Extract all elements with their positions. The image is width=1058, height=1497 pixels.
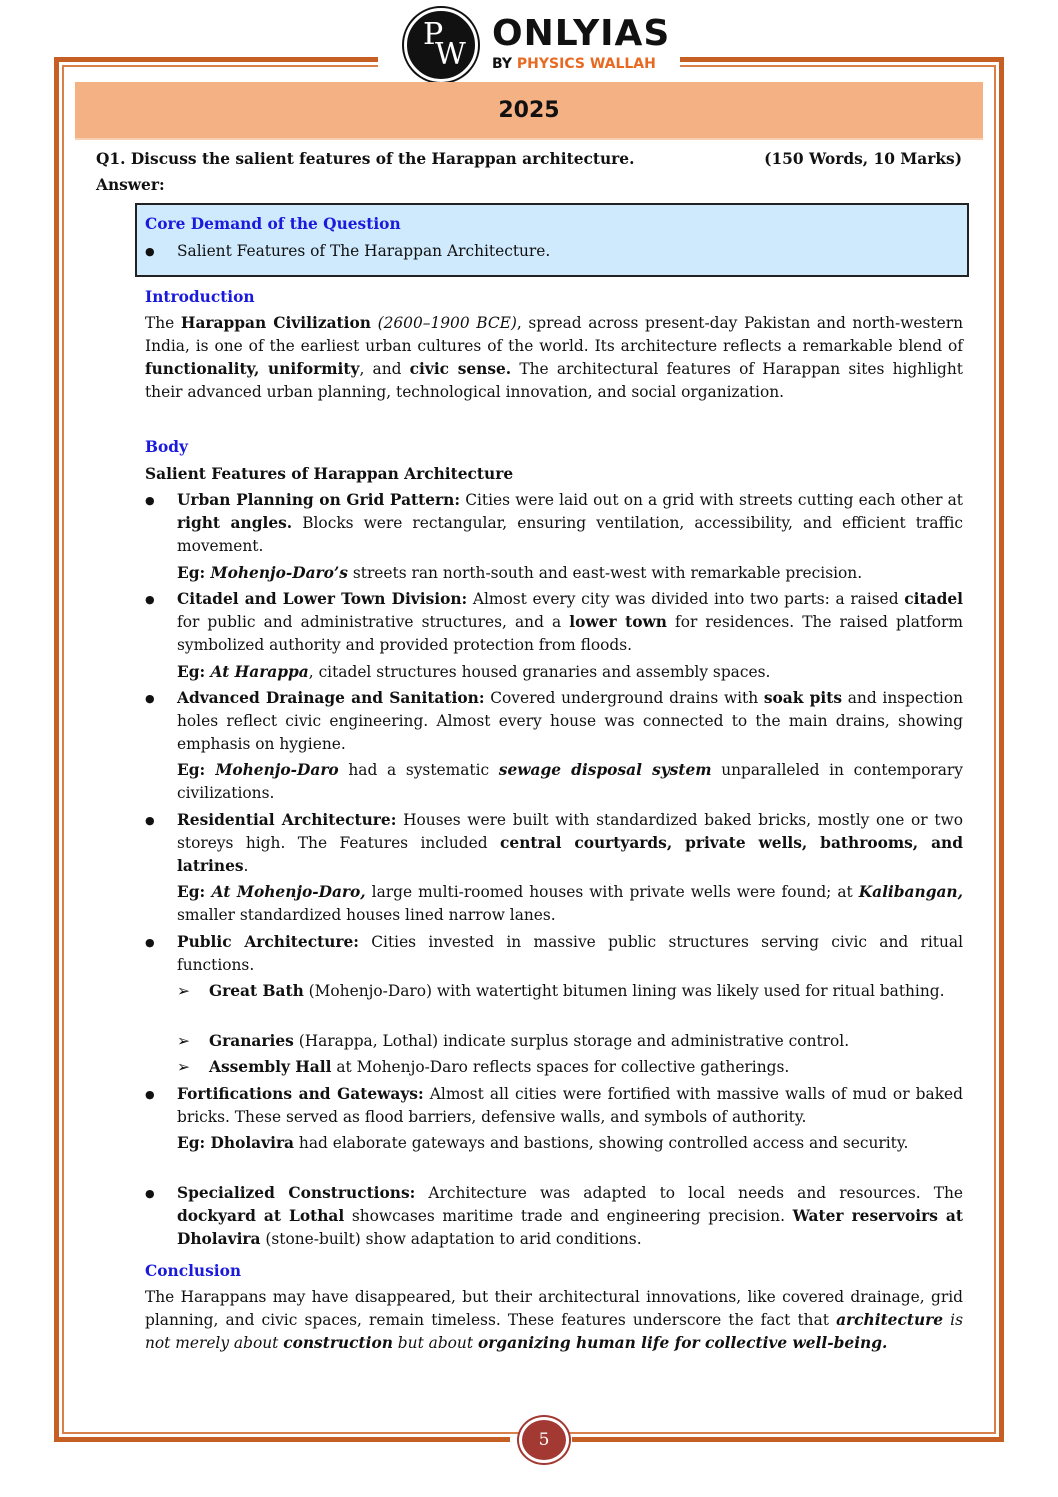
text-run: At Harappa — [210, 663, 309, 681]
question — [96, 148, 962, 171]
text-run: streets ran north-south and east-west with remarkable precision. — [347, 564, 863, 582]
logo-letter-p: P — [423, 17, 444, 52]
brand-name: ONLYIAS — [492, 13, 671, 54]
bullet-item — [145, 489, 963, 558]
example-line — [177, 562, 963, 585]
example-line — [177, 1132, 963, 1155]
text-run: The Harappans may have disappeared, but their architectural innovations, like covered drainage, grid planning, and civic spaces, remain timeless. These features underscore the fact that — [145, 1288, 963, 1329]
text-run: for residences. The raised platform symbolized authority and provided protection from floods. — [177, 613, 964, 654]
sub-bullet-item — [177, 1056, 963, 1079]
brand-subtitle — [492, 56, 656, 72]
body-heading: Body — [145, 438, 188, 456]
text-run: but about — [392, 1334, 478, 1352]
text-run: dockyard at Lothal — [177, 1207, 345, 1225]
text-run: Eg: — [177, 663, 211, 681]
text-run: right angles. — [177, 514, 293, 532]
introduction-heading: Introduction — [145, 288, 255, 306]
text-run: construction — [283, 1334, 393, 1352]
text-run: . — [243, 857, 249, 875]
text-run: Cities invested in massive public structures serving civic and ritual functions. — [177, 933, 963, 974]
bullet-item — [145, 687, 963, 756]
text-run: The — [145, 314, 181, 332]
text-run: Houses were built with standardized baked bricks, mostly one or two storeys high. The Features included — [177, 811, 963, 852]
text-run: The architectural features of Harappan sites highlight their advanced urban planning, technological innovation, and social organization. — [145, 360, 963, 401]
text-run: At Mohenjo-Daro, — [211, 883, 366, 901]
text-run: (Mohenjo-Daro) with watertight bitumen lining was likely used for ritual bathing. — [303, 982, 945, 1000]
conclusion-paragraph — [145, 1286, 963, 1355]
example-line — [177, 759, 963, 805]
text-run: unparalleled in contemporary civilizations. — [177, 761, 963, 802]
text-run: Eg: Dholavira — [177, 1134, 295, 1152]
text-run: Mohenjo-Daro — [215, 761, 339, 779]
text-run: had elaborate gateways and bastions, showing controlled access and security. — [294, 1134, 909, 1152]
text-run: civic sense. — [409, 360, 512, 378]
text-run: Fortifications and Gateways: — [177, 1085, 424, 1103]
bullet-item — [145, 1083, 963, 1129]
text-run: architecture — [836, 1311, 944, 1329]
text-run: Mohenjo-Daro’s — [210, 564, 348, 582]
text-run: Harappan Civilization — [180, 314, 371, 332]
text-run: and inspection holes reflect civic engineering. Almost every house was connected to the main drains, showing emphasis on hygiene. — [177, 689, 963, 753]
answer-label: Answer: — [96, 176, 165, 194]
text-run: (stone-built) show adaptation to arid conditions. — [260, 1230, 642, 1248]
text-run: Assembly Hall — [209, 1058, 332, 1076]
text-run: Granaries — [209, 1032, 294, 1050]
text-run: Blocks were rectangular, ensuring ventilation, accessibility, and efficient traffic movement. — [177, 514, 963, 555]
text-run: Eg: — [177, 761, 216, 779]
pw-logo — [404, 8, 478, 82]
text-run: sewage disposal system — [498, 761, 712, 779]
core-demand-title: Core Demand of the Question — [145, 215, 401, 233]
page-number-badge: 5 — [519, 1417, 569, 1463]
text-run: soak pits — [763, 689, 843, 707]
conclusion-heading: Conclusion — [145, 1262, 242, 1280]
bullet-item — [145, 931, 963, 977]
text-run: Residential Architecture: — [177, 811, 397, 829]
text-run: central courtyards, private wells, bathrooms, and latrines — [177, 834, 963, 875]
brand-sub-text: PHYSICS WALLAH — [516, 56, 656, 72]
logo-letter-w: W — [435, 37, 466, 72]
sub-bullet-item — [177, 1030, 963, 1053]
bullet-item — [145, 809, 963, 878]
bullet-item — [145, 588, 963, 657]
text-run: Specialized Constructions: — [177, 1184, 416, 1202]
text-run: Kalibangan, — [858, 883, 963, 901]
text-run: Advanced Drainage and Sanitation: — [177, 689, 485, 707]
text-run: functionality, uniformity — [145, 360, 360, 378]
text-run: lower town — [569, 613, 667, 631]
text-run: Great Bath — [209, 982, 304, 1000]
core-demand-item: ● Salient Features of The Harappan Architecture. — [145, 240, 963, 263]
text-run: (2600–1900 BCE) — [370, 314, 517, 332]
question-text: Q1. Discuss the salient features of the Harappan architecture. — [96, 150, 635, 168]
text-run: for public and administrative structures, and a — [177, 613, 570, 631]
text-run: Cities were laid out on a grid with streets cutting each other at — [460, 491, 963, 509]
sub-bullet-item — [177, 980, 963, 1003]
text-run: organizing human life for collective well-being. — [477, 1334, 888, 1352]
body-subheading: Salient Features of Harappan Architecture — [145, 465, 514, 483]
example-line — [177, 661, 963, 684]
year-banner: 2025 — [75, 82, 983, 140]
text-run: , citadel structures housed granaries and assembly spaces. — [308, 663, 771, 681]
question-marks: (150 Words, 10 Marks) — [764, 150, 962, 168]
text-run: , and — [359, 360, 410, 378]
text-run: large multi-roomed houses with private wells were found; at — [365, 883, 859, 901]
example-line — [177, 881, 963, 927]
bullet-item — [145, 1182, 963, 1251]
text-run: Public Architecture: — [177, 933, 359, 951]
text-run: showcases maritime trade and engineering precision. — [344, 1207, 793, 1225]
text-run: Urban Planning on Grid Pattern: — [177, 491, 461, 509]
brand-by: BY — [492, 56, 513, 72]
introduction-paragraph — [145, 312, 963, 404]
text-run: Water reservoirs at Dholavira — [177, 1207, 964, 1248]
text-run: Architecture was adapted to local needs and resources. The — [415, 1184, 963, 1202]
text-run: Almost all cities were fortified with massive walls of mud or baked bricks. These served as flood barriers, defensive walls, and symbols of authority. — [177, 1085, 963, 1126]
text-run: at Mohenjo-Daro reflects spaces for collective gatherings. — [331, 1058, 790, 1076]
text-run: citadel — [904, 590, 963, 608]
text-run: had a systematic — [338, 761, 499, 779]
text-run: Eg: — [177, 564, 211, 582]
text-run: smaller standardized houses lined narrow lanes. — [177, 906, 556, 924]
text-run: Almost every city was divided into two parts: a raised — [467, 590, 905, 608]
text-run: Covered underground drains with — [484, 689, 764, 707]
text-run: (Harappa, Lothal) indicate surplus storage and administrative control. — [293, 1032, 850, 1050]
text-run: Citadel and Lower Town Division: — [177, 590, 468, 608]
text-run: , spread across present-day Pakistan and north-western India, is one of the earliest urban cultures of the world. Its architecture reflects a remarkable blend of — [145, 314, 963, 355]
text-run: Eg: — [177, 883, 212, 901]
text-run: is not merely about — [145, 1311, 963, 1352]
